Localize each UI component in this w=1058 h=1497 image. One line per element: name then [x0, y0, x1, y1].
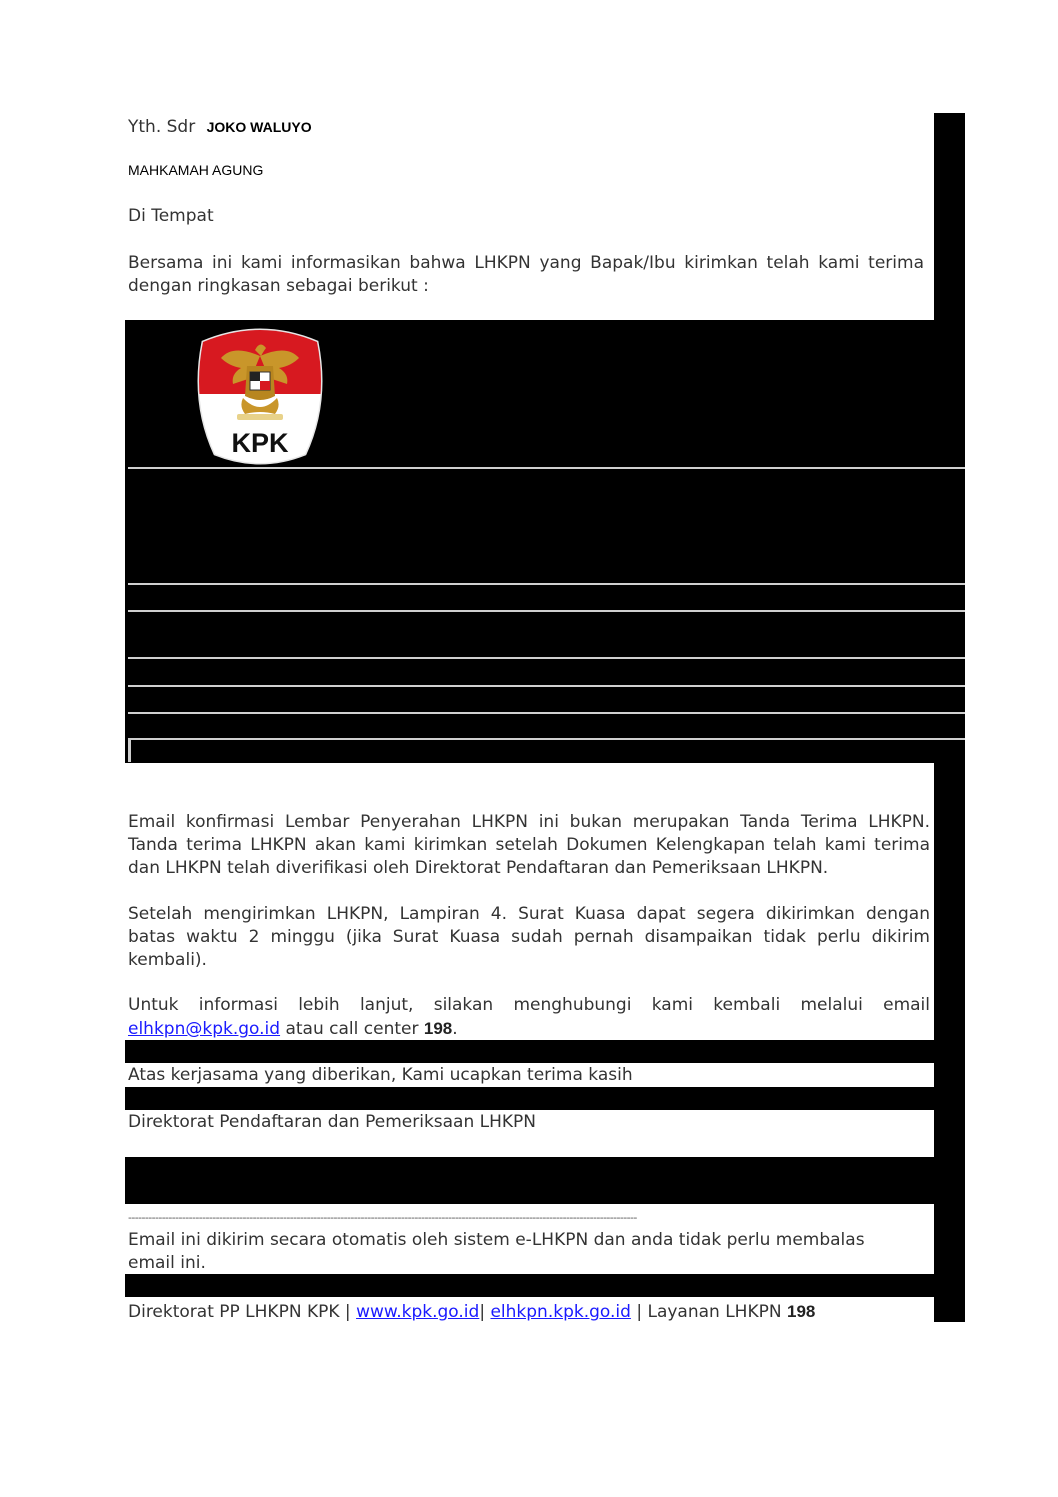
confirmation-line-2: Tanda terima LHKPN akan kami kirimkan setelah Dokumen Kelengkapan telah kami terima: [128, 835, 930, 855]
table-rule: [128, 583, 965, 585]
callcenter-number: 198: [423, 1019, 453, 1038]
redaction-bar: [125, 1040, 965, 1063]
email-link[interactable]: elhkpn@kpk.go.id: [128, 1019, 281, 1039]
footer-org: Direktorat PP LHKPN KPK: [128, 1302, 340, 1322]
info-line-1: Untuk informasi lebih lanjut, silakan menghubungi kami kembali melalui email: [128, 995, 930, 1015]
recipient-name: JOKO WALUYO: [206, 119, 312, 135]
dashed-separator: -------------------------------------------------------------------------------------------------------------------------------------------------------: [128, 1212, 637, 1224]
surat-kuasa-line-1: Setelah mengirimkan LHKPN, Lampiran 4. Surat Kuasa dapat segera dikirimkan dengan: [128, 904, 930, 924]
info-line-2: [128, 1017, 930, 1041]
surat-kuasa-paragraph: [128, 903, 930, 972]
redaction-bar: [125, 1157, 965, 1204]
info-end-text: .: [452, 1019, 458, 1039]
confirmation-line-1: Email konfirmasi Lembar Penyerahan LHKPN ini bukan merupakan Tanda Terima LHKPN.: [128, 812, 930, 832]
auto-notice-line-1: Email ini dikirim secara otomatis oleh sistem e-LHKPN dan anda tidak perlu membalas: [128, 1230, 865, 1250]
recipient-institution: MAHKAMAH AGUNG: [128, 162, 264, 178]
place-line: Di Tempat: [128, 206, 214, 226]
footer-link-elhkpn[interactable]: elhkpn.kpk.go.id: [490, 1302, 631, 1322]
table-rule-vertical: [128, 740, 131, 762]
footer-service: Layanan LHKPN: [647, 1302, 782, 1322]
footer-separator: |: [479, 1302, 486, 1322]
surat-kuasa-line-2: batas waktu 2 minggu (jika Surat Kuasa sudah pernah disampaikan tidak perlu dikirim: [128, 927, 930, 947]
kpk-logo-text: KPK: [231, 428, 289, 458]
table-rule: [128, 657, 965, 659]
footer-service-number: 198: [786, 1302, 816, 1321]
redaction-bar: [125, 1274, 965, 1297]
info-paragraph: [128, 994, 930, 1041]
table-rule: [128, 685, 965, 687]
auto-notice: [128, 1229, 930, 1275]
table-rule: [128, 738, 965, 740]
table-rule: [128, 610, 965, 612]
confirmation-paragraph: [128, 811, 930, 880]
footer-line: [128, 1300, 815, 1324]
signature-line: Direktorat Pendaftaran dan Pemeriksaan LHKPN: [128, 1112, 537, 1132]
info-mid-text: atau call center: [280, 1019, 424, 1039]
footer-link-kpk[interactable]: www.kpk.go.id: [356, 1302, 480, 1322]
redaction-bar: [125, 1087, 965, 1110]
auto-notice-line-2: email ini.: [128, 1253, 206, 1273]
intro-line-1: Bersama ini kami informasikan bahwa LHKPN yang Bapak/Ibu kirimkan telah kami terima: [128, 253, 924, 273]
table-rule: [128, 712, 965, 714]
kpk-shield-icon: [193, 322, 327, 468]
kpk-logo: [193, 322, 327, 468]
confirmation-line-3: dan LHKPN telah diverifikasi oleh Direktorat Pendaftaran dan Pemeriksaan LHKPN.: [128, 858, 829, 878]
salutation-prefix: Yth. Sdr: [128, 117, 196, 137]
thanks-line: Atas kerjasama yang diberikan, Kami ucapkan terima kasih: [128, 1065, 633, 1085]
footer-separator: |: [636, 1302, 643, 1322]
footer-separator: |: [344, 1302, 351, 1322]
surat-kuasa-line-3: kembali).: [128, 950, 207, 970]
intro-paragraph: [128, 252, 924, 298]
intro-line-2: dengan ringkasan sebagai berikut :: [128, 276, 429, 296]
salutation-line: [128, 116, 312, 139]
